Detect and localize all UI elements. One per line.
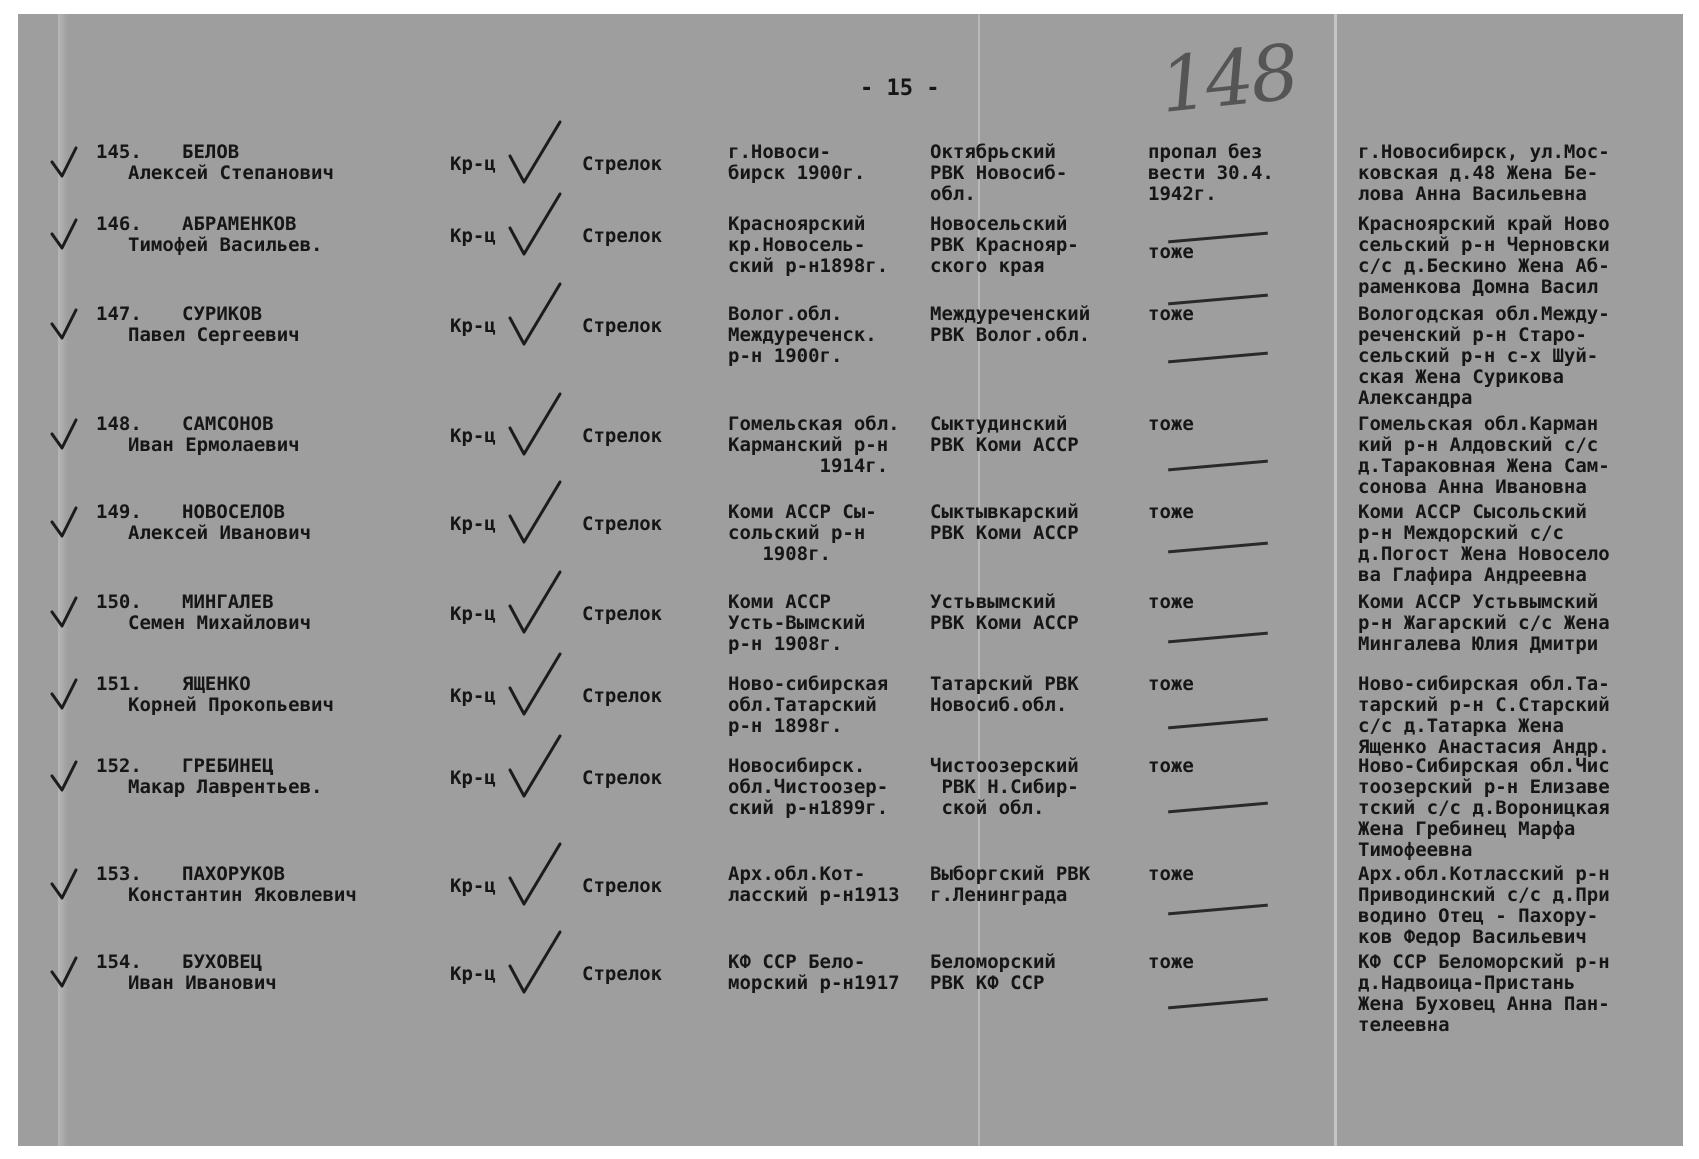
family-address: Ново-сибирская обл.Та- тарский р-н С.Старский с/с д.Татарка Жена Ященко Анастасия Андр. <box>1358 673 1610 758</box>
ditto-dash <box>1168 352 1268 364</box>
check-mark-icon <box>50 678 80 712</box>
fate: пропал без вести 30.4. 1942г. <box>1148 141 1274 205</box>
rank: Кр-ц <box>450 425 496 447</box>
handwritten-sheet-number: 148 <box>1155 27 1301 130</box>
check-mark-icon <box>50 868 80 902</box>
given-name: Корней Прокопьевич <box>128 694 334 716</box>
family-address: Коми АССР Сысольский р-н Междорский с/с д.Погост Жена Новосело ва Глафира Андреевна <box>1358 501 1610 586</box>
entry-number: 148. <box>96 413 142 435</box>
surname: ЯЩЕНКО <box>182 673 251 695</box>
position: Стрелок <box>582 603 663 625</box>
check-mark-icon <box>50 760 80 794</box>
position: Стрелок <box>582 767 663 789</box>
entry-number: 152. <box>96 755 142 777</box>
ditto-dash <box>1168 460 1268 472</box>
rank: Кр-ц <box>450 963 496 985</box>
birthplace-year: КФ ССР Бело- морский р-н1917 <box>728 951 900 994</box>
position: Стрелок <box>582 513 663 535</box>
tick-mark-icon <box>506 280 564 348</box>
rank: Кр-ц <box>450 315 496 337</box>
birthplace-year: Коми АССР Усть-Вымский р-н 1908г. <box>728 591 866 655</box>
entry-number: 149. <box>96 501 142 523</box>
ditto-dash <box>1168 632 1268 644</box>
position: Стрелок <box>582 425 663 447</box>
family-address: г.Новосибирск, ул.Мос- ковская д.48 Жена Бе- лова Анна Васильевна <box>1358 141 1610 205</box>
page-number: - 15 - <box>860 76 940 101</box>
family-address: Ново-Сибирская обл.Чис тоозерский р-н Елизаве тский с/с д.Вороницкая Жена Гребинец Марфа Тимофеевна <box>1358 755 1610 861</box>
birthplace-year: Коми АССР Сы- сольский р-н 1908г. <box>728 501 877 565</box>
rank: Кр-ц <box>450 685 496 707</box>
surname: МИНГАЛЕВ <box>182 591 274 613</box>
given-name: Павел Сергеевич <box>128 324 300 346</box>
family-address: КФ ССР Беломорский р-н д.Надвоица-Пристань Жена Буховец Анна Пан- телеевна <box>1358 951 1610 1036</box>
entry-number: 145. <box>96 141 142 163</box>
rank: Кр-ц <box>450 875 496 897</box>
check-mark-icon <box>50 218 80 252</box>
fate: тоже <box>1148 755 1194 777</box>
fate: тоже <box>1148 591 1194 613</box>
rank: Кр-ц <box>450 603 496 625</box>
given-name: Семен Михайлович <box>128 612 312 634</box>
family-address: Коми АССР Устьвымский р-н Жагарский с/с Жена Мингалева Юлия Дмитри <box>1358 591 1610 655</box>
birthplace-year: г.Новоси- бирск 1900г. <box>728 141 866 184</box>
draft-office: Сыктывкарский РВК Коми АССР <box>930 501 1079 544</box>
draft-office: Новосельский РВК Краснояр- ского края <box>930 213 1079 277</box>
draft-office: Междуреченский РВК Волог.обл. <box>930 303 1091 346</box>
rank: Кр-ц <box>450 767 496 789</box>
surname: САМСОНОВ <box>182 413 274 435</box>
check-mark-icon <box>50 596 80 630</box>
entry-number: 150. <box>96 591 142 613</box>
fate: тоже <box>1148 863 1194 885</box>
position: Стрелок <box>582 225 663 247</box>
surname: НОВОСЕЛОВ <box>182 501 285 523</box>
surname: СУРИКОВ <box>182 303 263 325</box>
entry-number: 154. <box>96 951 142 973</box>
rank: Кр-ц <box>450 225 496 247</box>
tick-mark-icon <box>506 390 564 458</box>
draft-office: Устьвымский РВК Коми АССР <box>930 591 1079 634</box>
entry-number: 153. <box>96 863 142 885</box>
birthplace-year: Волог.обл. Междуреченск. р-н 1900г. <box>728 303 877 367</box>
given-name: Иван Иванович <box>128 972 277 994</box>
position: Стрелок <box>582 153 663 175</box>
tick-mark-icon <box>506 840 564 908</box>
ditto-dash <box>1168 542 1268 554</box>
surname: ГРЕБИНЕЦ <box>182 755 274 777</box>
fate: тоже <box>1148 673 1194 695</box>
given-name: Иван Ермолаевич <box>128 434 300 456</box>
check-mark-icon <box>50 308 80 342</box>
ditto-dash <box>1168 802 1268 814</box>
fate: тоже <box>1148 951 1194 973</box>
tick-mark-icon <box>506 568 564 636</box>
draft-office: Беломорский РВК КФ ССР <box>930 951 1056 994</box>
tick-mark-icon <box>506 190 564 258</box>
given-name: Макар Лаврентьев. <box>128 776 323 798</box>
fate: тоже <box>1148 241 1194 263</box>
tick-mark-icon <box>506 732 564 800</box>
draft-office: Выборгский РВК г.Ленинграда <box>930 863 1091 906</box>
tick-mark-icon <box>506 650 564 718</box>
draft-office: Чистоозерский РВК Н.Сибир- ской обл. <box>930 755 1079 819</box>
position: Стрелок <box>582 875 663 897</box>
entry-number: 151. <box>96 673 142 695</box>
draft-office: Сыктудинский РВК Коми АССР <box>930 413 1079 456</box>
column-divider <box>1334 14 1337 1146</box>
surname: БЕЛОВ <box>182 141 240 163</box>
draft-office: Татарский РВК Новосиб.обл. <box>930 673 1079 716</box>
draft-office: Октябрьский РВК Новосиб- обл. <box>930 141 1068 205</box>
fate: тоже <box>1148 413 1194 435</box>
birthplace-year: Гомельская обл. Карманский р-н 1914г. <box>728 413 900 477</box>
entry-number: 146. <box>96 213 142 235</box>
surname: БУХОВЕЦ <box>182 951 263 973</box>
given-name: Алексей Иванович <box>128 522 312 544</box>
surname: АБРАМЕНКОВ <box>182 213 297 235</box>
birthplace-year: Красноярский кр.Новосель- ский р-н1898г. <box>728 213 889 277</box>
rank: Кр-ц <box>450 513 496 535</box>
fate: тоже <box>1148 501 1194 523</box>
ditto-dash <box>1168 904 1268 916</box>
family-address: Арх.обл.Котласский р-н Приводинский с/с д.При водино Отец - Пахору- ков Федор Васильевич <box>1358 863 1610 948</box>
position: Стрелок <box>582 315 663 337</box>
surname: ПАХОРУКОВ <box>182 863 285 885</box>
family-address: Вологодская обл.Между- реченский р-н Старо- сельский р-н с-х Шуй- ская Жена Сурикова Александра <box>1358 303 1610 409</box>
position: Стрелок <box>582 685 663 707</box>
entry-number: 147. <box>96 303 142 325</box>
fate: тоже <box>1148 303 1194 325</box>
ditto-dash <box>1168 998 1268 1010</box>
birthplace-year: Новосибирск. обл.Чистоозер- ский р-н1899г. <box>728 755 889 819</box>
check-mark-icon <box>50 418 80 452</box>
position: Стрелок <box>582 963 663 985</box>
birthplace-year: Ново-сибирская обл.Татарский р-н 1898г. <box>728 673 889 737</box>
given-name: Алексей Степанович <box>128 162 334 184</box>
tick-mark-icon <box>506 928 564 996</box>
given-name: Тимофей Васильев. <box>128 234 323 256</box>
check-mark-icon <box>50 146 80 180</box>
family-address: Гомельская обл.Карман кий р-н Алдовский с/с д.Тараковная Жена Сам- сонова Анна Ивановна <box>1358 413 1610 498</box>
given-name: Константин Яковлевич <box>128 884 357 906</box>
tick-mark-icon <box>506 118 564 186</box>
tick-mark-icon <box>506 478 564 546</box>
document-sheet <box>18 14 1683 1146</box>
rank: Кр-ц <box>450 153 496 175</box>
ditto-dash <box>1168 718 1268 730</box>
check-mark-icon <box>50 956 80 990</box>
birthplace-year: Арх.обл.Кот- ласский р-н1913 <box>728 863 900 906</box>
family-address: Красноярский край Ново сельский р-н Черновски с/с д.Бескино Жена Аб- раменкова Домна Васил <box>1358 213 1610 298</box>
check-mark-icon <box>50 506 80 540</box>
